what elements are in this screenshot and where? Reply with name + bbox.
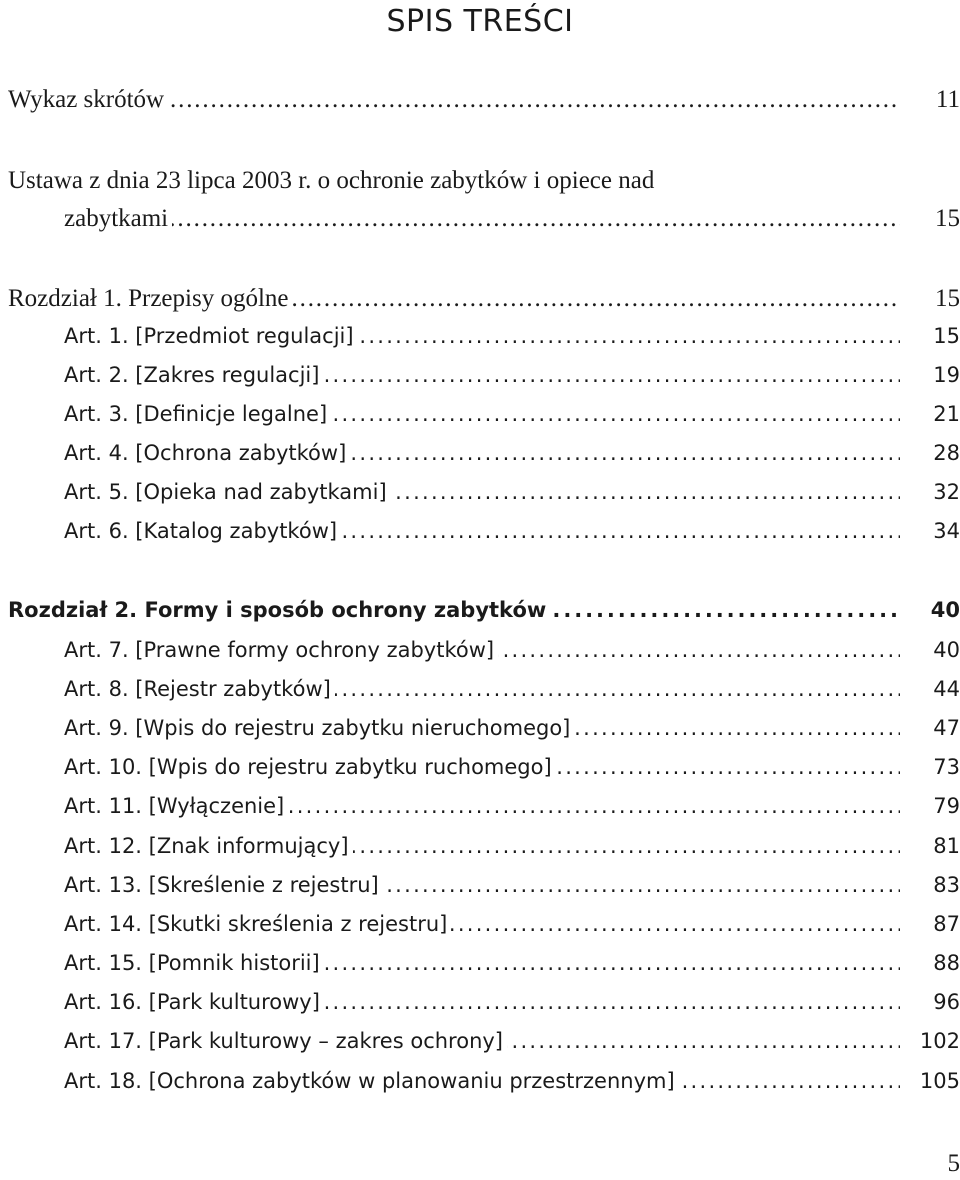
- toc-article-label: Art. 14. [Skutki skreślenia z rejestru]: [64, 912, 451, 936]
- toc-page-number: 15: [935, 205, 960, 232]
- toc-page-number: 81: [933, 834, 960, 858]
- toc-chapter-1[interactable]: [0, 281, 960, 317]
- page-folio-number: 5: [947, 1150, 960, 1177]
- toc-page-number: 96: [933, 990, 960, 1014]
- toc-page-number: 88: [933, 951, 960, 975]
- toc-entry-ustawa-line1[interactable]: [0, 163, 960, 199]
- toc-article-label: Art. 9. [Wpis do rejestru zabytku nieruchomego]: [64, 716, 574, 740]
- toc-page-number: 15: [933, 324, 960, 348]
- toc-article[interactable]: [0, 788, 960, 824]
- toc-article[interactable]: [0, 396, 960, 432]
- toc-article-label: Art. 15. [Pomnik historii]: [64, 951, 324, 975]
- toc-page-number: 28: [933, 441, 960, 465]
- toc-article[interactable]: [0, 945, 960, 981]
- toc-page-number: 19: [933, 363, 960, 387]
- toc-page-number: 15: [935, 285, 960, 312]
- toc-article[interactable]: [0, 1063, 960, 1099]
- toc-article-label: Art. 11. [Wyłączenie]: [64, 794, 288, 818]
- toc-page-number: 21: [933, 402, 960, 426]
- toc-article-label: Art. 4. [Ochrona zabytków]: [64, 441, 350, 465]
- toc-article[interactable]: [0, 357, 960, 393]
- toc-page-number: 11: [935, 86, 960, 113]
- toc-chapter-label: Rozdział 1. Przepisy ogólne: [8, 285, 293, 312]
- toc-article-label: Art. 13. [Skreślenie z rejestru]: [64, 873, 383, 897]
- toc-article[interactable]: [0, 474, 960, 510]
- toc-article[interactable]: [0, 671, 960, 707]
- toc-entry-wykaz[interactable]: [0, 82, 960, 118]
- toc-article-label: Art. 17. [Park kulturowy – zakres ochrony]: [64, 1029, 507, 1053]
- toc-article-label: Art. 10. [Wpis do rejestru zabytku ruchomego]: [64, 755, 556, 779]
- toc-article-label: Art. 8. [Rejestr zabytków]: [64, 677, 335, 701]
- toc-page-number: 44: [933, 677, 960, 701]
- toc-article-label: Art. 7. [Prawne formy ochrony zabytków]: [64, 638, 498, 662]
- toc-page-number: 32: [933, 480, 960, 504]
- toc-article[interactable]: [0, 828, 960, 864]
- toc-article-label: Art. 2. [Zakres regulacji]: [64, 363, 323, 387]
- toc-article-label: Art. 16. [Park kulturowy]: [64, 990, 324, 1014]
- toc-article[interactable]: [0, 984, 960, 1020]
- toc-entry-ustawa[interactable]: [0, 201, 960, 237]
- toc-chapter-2[interactable]: [0, 592, 960, 628]
- toc-article[interactable]: [0, 1023, 960, 1059]
- toc-page-number: 102: [919, 1029, 960, 1053]
- toc-article[interactable]: [0, 513, 960, 549]
- toc-page-number: 40: [930, 598, 960, 622]
- toc-article[interactable]: [0, 435, 960, 471]
- toc-page-number: 87: [933, 912, 960, 936]
- toc-entry-label: Ustawa z dnia 23 lipca 2003 r. o ochronie zabytków i opiece nad: [8, 167, 655, 194]
- toc-article[interactable]: [0, 710, 960, 746]
- toc-article[interactable]: [0, 632, 960, 668]
- toc-entry-label: zabytkami: [64, 205, 172, 232]
- toc-article-label: Art. 6. [Katalog zabytków]: [64, 519, 341, 543]
- toc-chapter-label: Rozdział 2. Formy i sposób ochrony zabytków: [8, 598, 550, 622]
- toc-article-label: Art. 18. [Ochrona zabytków w planowaniu przestrzennym]: [64, 1069, 679, 1093]
- toc-page-number: 105: [919, 1069, 960, 1093]
- toc-page-number: 83: [933, 873, 960, 897]
- toc-article[interactable]: [0, 906, 960, 942]
- toc-article-label: Art. 3. [Definicje legalne]: [64, 402, 331, 426]
- toc-article[interactable]: [0, 867, 960, 903]
- toc-article-label: Art. 12. [Znak informujący]: [64, 834, 353, 858]
- toc-page-number: 40: [933, 638, 960, 662]
- toc-entry-label: Wykaz skrótów: [8, 86, 168, 113]
- toc-page-number: 34: [933, 519, 960, 543]
- toc-page-number: 47: [933, 716, 960, 740]
- page-title: SPIS TREŚCI: [386, 4, 574, 39]
- toc-page-number: 79: [933, 794, 960, 818]
- toc-article[interactable]: [0, 749, 960, 785]
- toc-article-label: Art. 5. [Opieka nad zabytkami]: [64, 480, 391, 504]
- toc-page-number: 73: [933, 755, 960, 779]
- toc-article[interactable]: [0, 318, 960, 354]
- toc-article-label: Art. 1. [Przedmiot regulacji]: [64, 324, 358, 348]
